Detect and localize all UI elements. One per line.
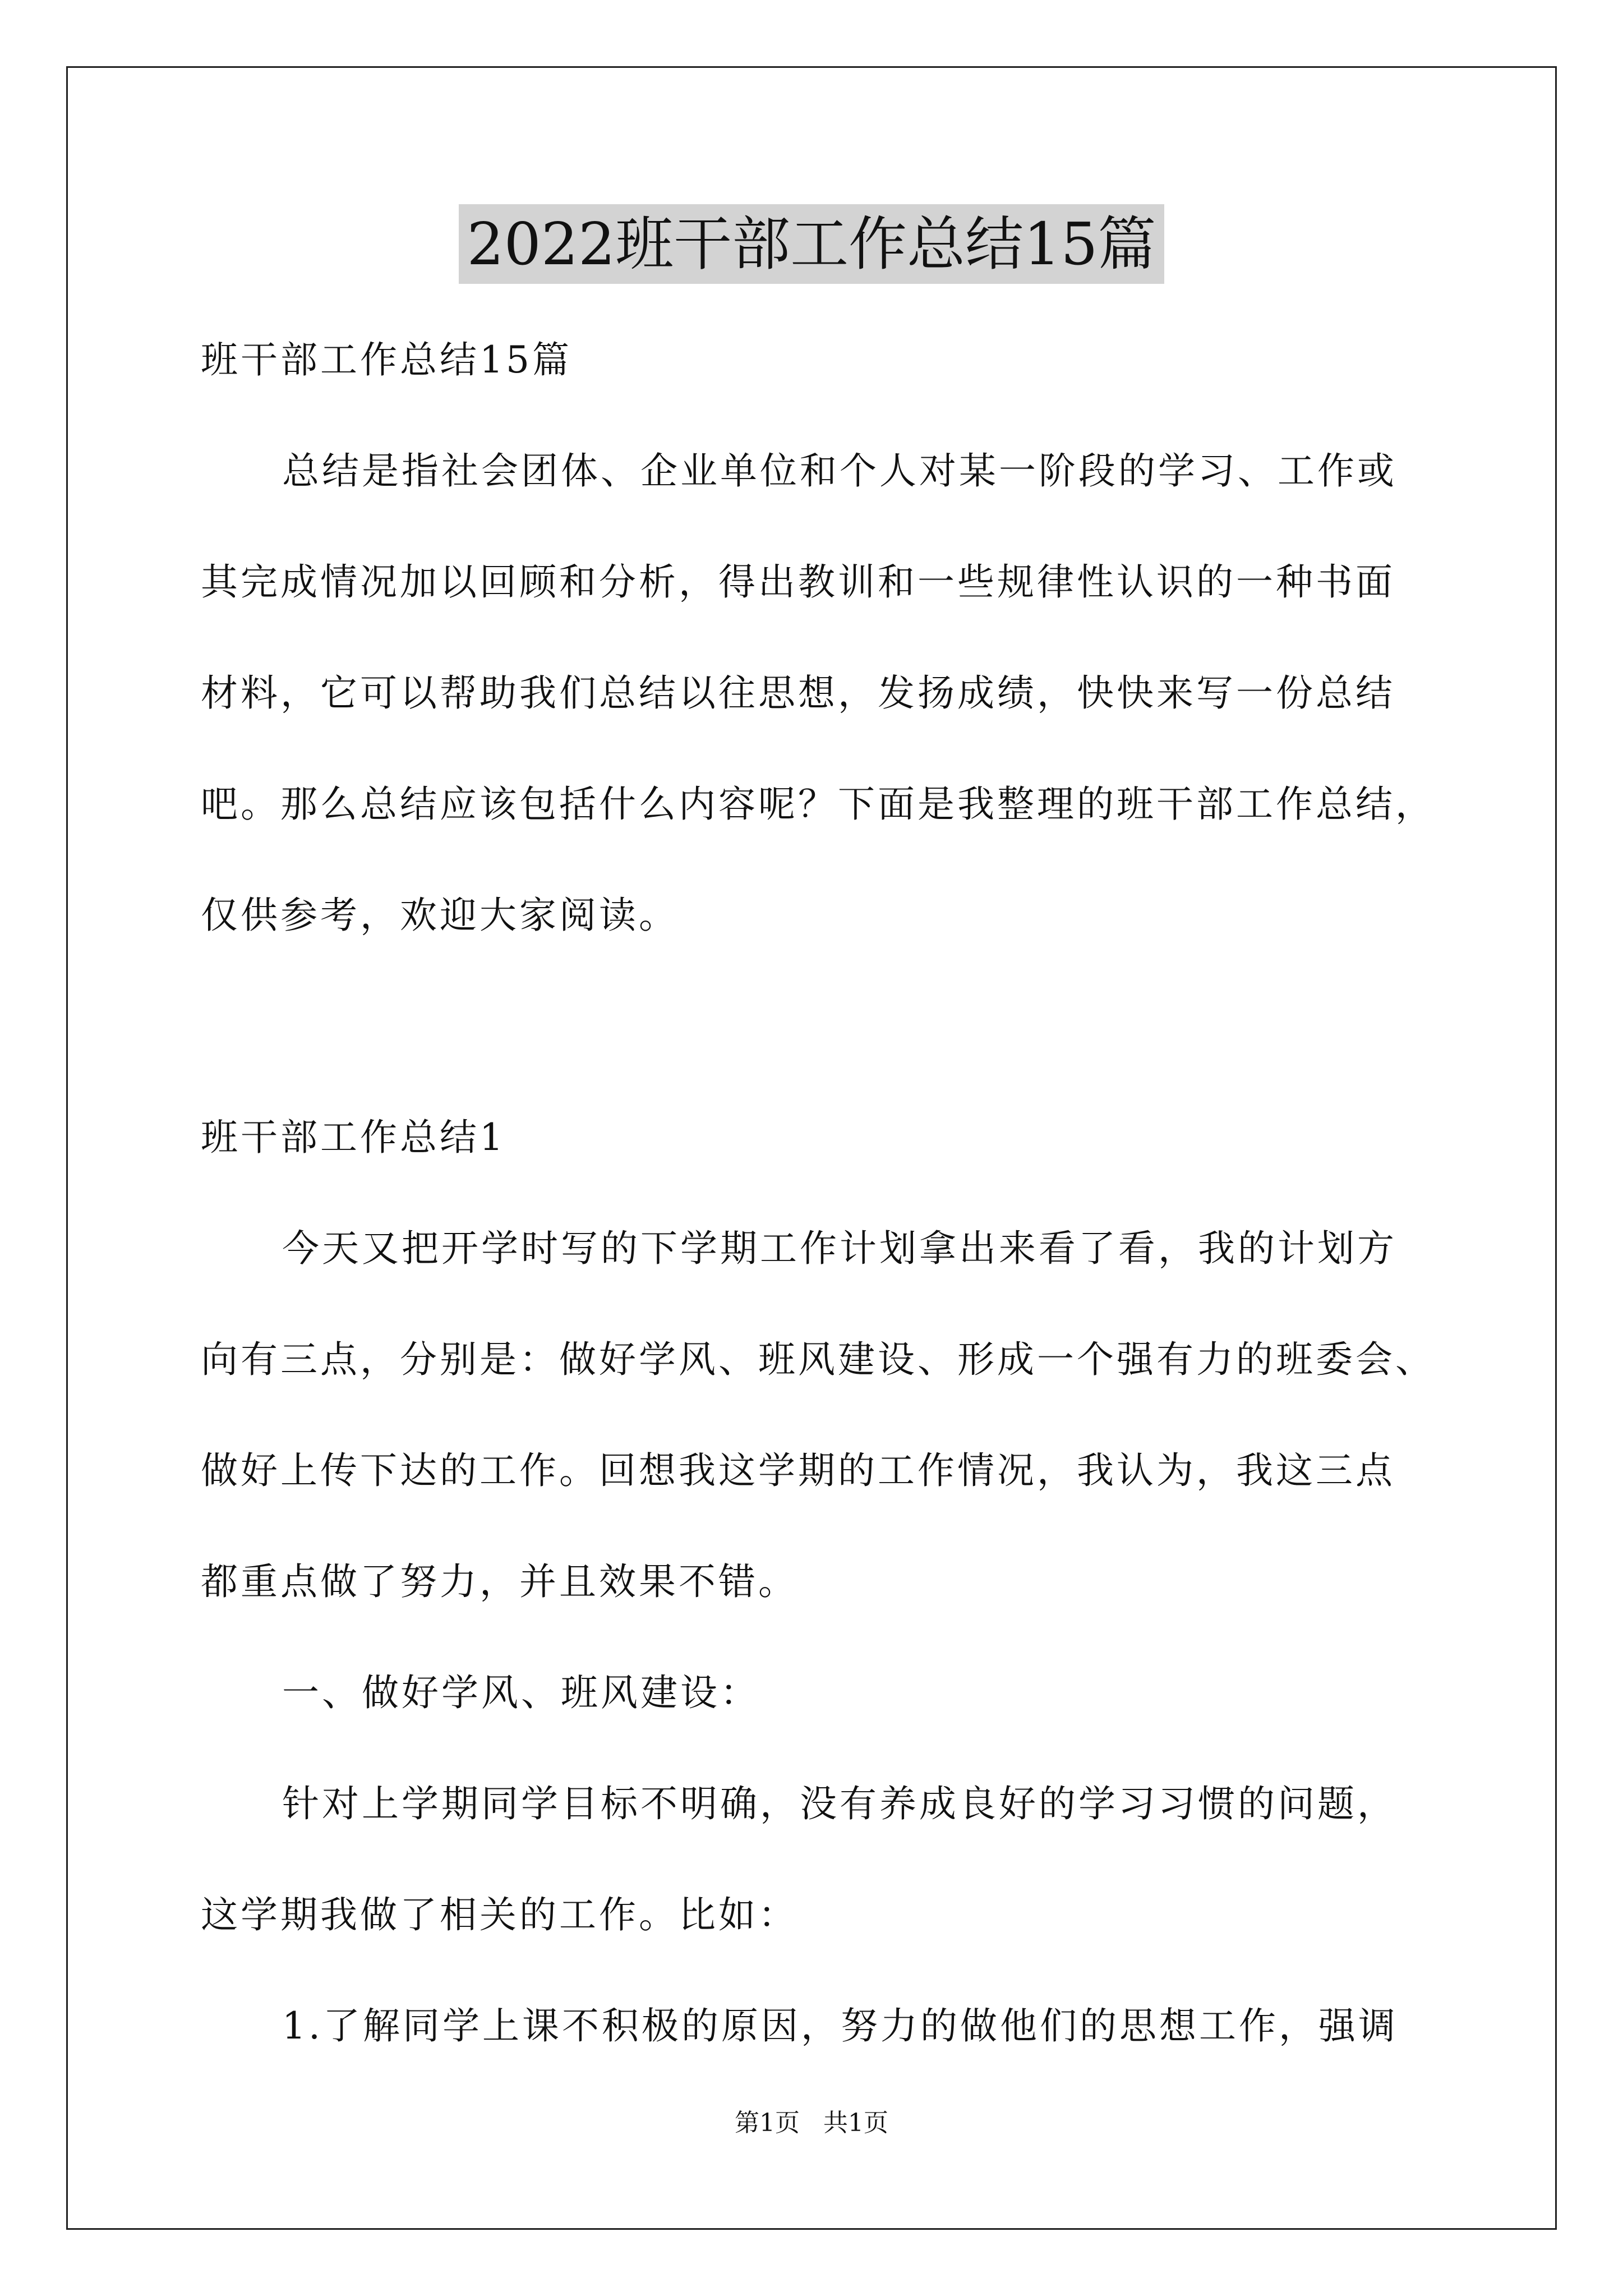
document-title xyxy=(0,202,1623,286)
section-heading: 班干部工作总结15篇 xyxy=(201,338,572,381)
paragraph-line: 仅供参考，欢迎大家阅读。 xyxy=(201,894,679,937)
paragraph-line: 都重点做了努力，并且效果不错。 xyxy=(201,1560,798,1603)
paragraph-line: 材料，它可以帮助我们总结以往思想，发扬成绩，快快来写一份总结 xyxy=(201,671,1395,715)
paragraph-line: 做好上传下达的工作。回想我这学期的工作情况，我认为，我这三点 xyxy=(201,1449,1395,1492)
paragraph-line: 总结是指社会团体、企业单位和个人对某一阶段的学习、工作或 xyxy=(282,449,1397,493)
document-body xyxy=(201,305,1468,2082)
paragraph-line: 针对上学期同学目标不明确，没有养成良好的学习习惯的问题， xyxy=(282,1782,1397,1825)
paragraph-line: 吧。那么总结应该包括什么内容呢？下面是我整理的班干部工作总结， xyxy=(201,783,1435,826)
paragraph-line: 今天又把开学时写的下学期工作计划拿出来看了看，我的计划方 xyxy=(282,1227,1397,1270)
page-footer: 第1页 共1页 xyxy=(735,2109,888,2137)
paragraph-line: 其完成情况加以回顾和分析，得出教训和一些规律性认识的一种书面 xyxy=(201,560,1395,604)
blank-line xyxy=(201,971,1468,1082)
paragraph-line: 向有三点，分别是：做好学风、班风建设、形成一个强有力的班委会、 xyxy=(201,1338,1435,1381)
section-heading: 班干部工作总结1 xyxy=(201,1116,506,1159)
subsection-heading: 一、做好学风、班风建设： xyxy=(282,1671,760,1714)
paragraph-line: 这学期我做了相关的工作。比如： xyxy=(201,1893,798,1936)
list-item: 1.了解同学上课不积极的原因，努力的做他们的思想工作，强调 xyxy=(282,2004,1398,2047)
document-title-text: 2022班干部工作总结15篇 xyxy=(459,204,1164,284)
